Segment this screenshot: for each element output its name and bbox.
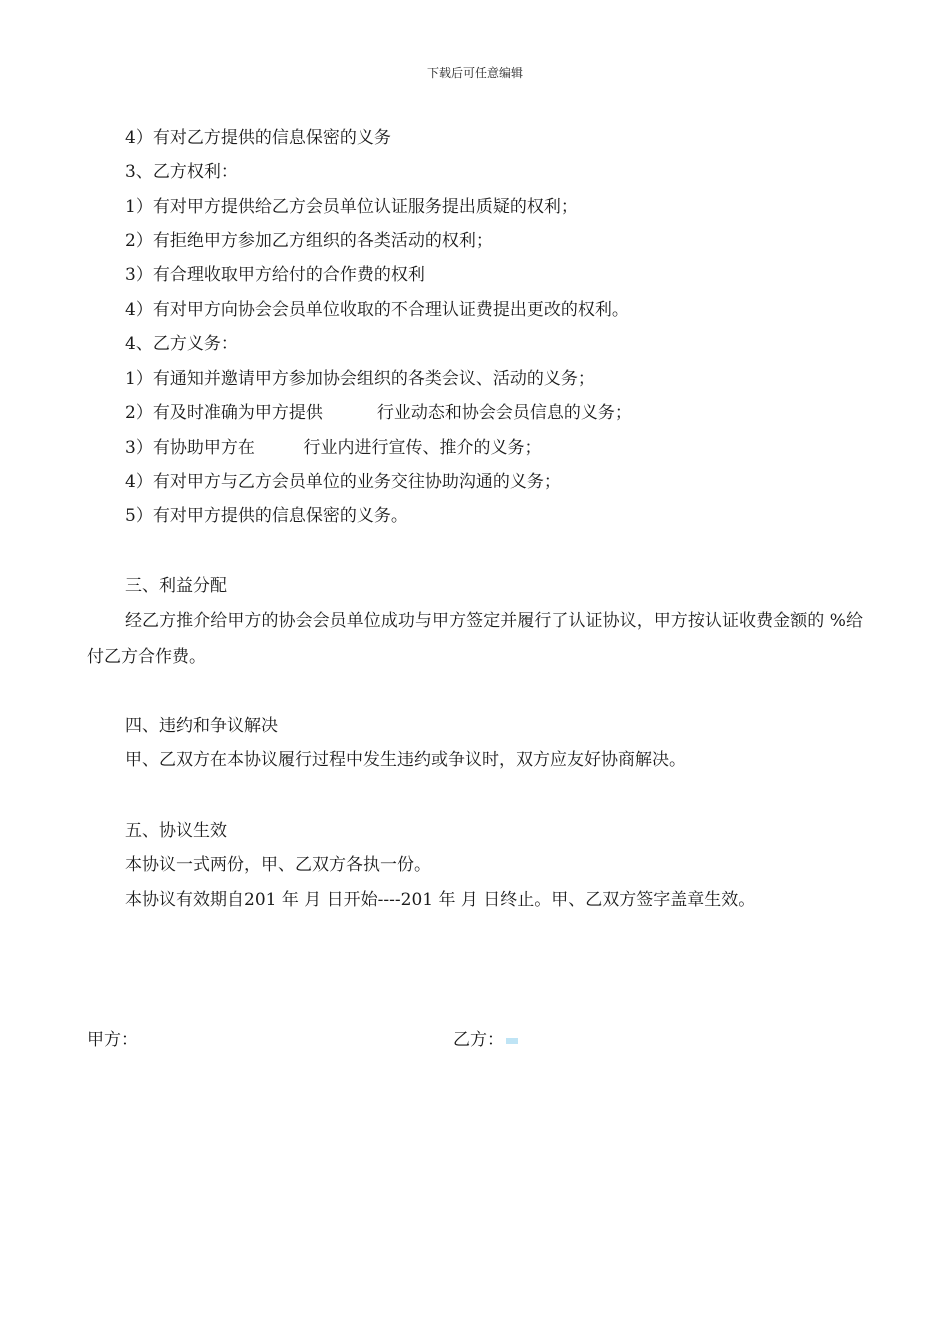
obligation-item: 3）有协助甲方在 行业内进行宣传、推介的义务； [125, 438, 542, 458]
obligation-item: 4）有对甲方与乙方会员单位的业务交往协助沟通的义务； [125, 472, 561, 492]
rights-item: 4）有对甲方向协会会员单位收取的不合理认证费提出更改的权利。 [125, 300, 629, 320]
rights-item: 1）有对甲方提供给乙方会员单位认证服务提出质疑的权利； [125, 197, 578, 217]
profit-paragraph: 经乙方推介给甲方的协会会员单位成功与甲方签定并履行了认证协议，甲方按认证收费金额的 %给付乙方合作费。 [87, 611, 863, 667]
effective-paragraph: 本协议一式两份，甲、乙双方各执一份。 [125, 855, 431, 875]
page-header-note: 下载后可任意编辑 [426, 66, 523, 80]
obligation-item: 1）有通知并邀请甲方参加协会组织的各类会议、活动的义务； [125, 369, 595, 389]
party-b-signature [453, 1029, 518, 1051]
obligation-item: 5）有对甲方提供的信息保密的义务。 [125, 506, 408, 526]
dispute-paragraph: 甲、乙双方在本协议履行过程中发生违约或争议时，双方应友好协商解决。 [125, 750, 686, 770]
party-a-signature-label: 甲方： [87, 1030, 138, 1050]
obligation-item: 2）有及时准确为甲方提供 行业动态和协会会员信息的义务； [125, 403, 632, 423]
section-heading: 3、乙方权利： [125, 162, 238, 182]
section-heading: 四、违约和争议解决 [125, 716, 278, 736]
rights-item: 2）有拒绝甲方参加乙方组织的各类活动的权利； [125, 231, 493, 251]
section-heading: 4、乙方义务： [125, 334, 238, 354]
obligation-item: 4）有对乙方提供的信息保密的义务 [125, 128, 391, 148]
effective-period-paragraph: 本协议有效期自201 年 月 日开始----201 年 月 日终止。甲、乙双方签字盖章生效。 [125, 890, 756, 910]
party-b-signature-label: 乙方： [453, 1030, 504, 1050]
stamp-mark-icon [506, 1038, 518, 1044]
rights-item: 3）有合理收取甲方给付的合作费的权利 [125, 265, 425, 285]
section-heading: 三、利益分配 [125, 576, 227, 596]
section-heading: 五、协议生效 [125, 821, 227, 841]
